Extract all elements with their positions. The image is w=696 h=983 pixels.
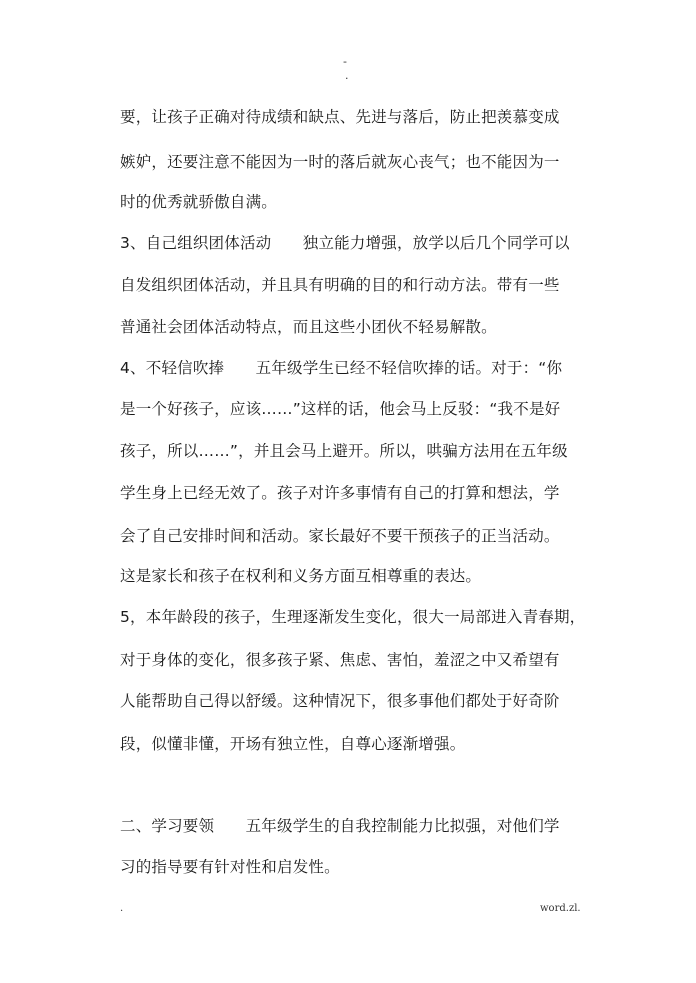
section-heading-line: 4、不轻信吹捧 五年级学生已经不轻信吹捧的话。对于：“你 (120, 359, 563, 377)
text-line: 人能帮助自己得以舒缓。这种情况下，很多事他们都处于好奇阶 (120, 692, 560, 710)
section-heading-line: 二、学习要领 五年级学生的自我控制能力比拟强，对他们学 (120, 817, 560, 835)
text-line: 会了自己安排时间和活动。家长最好不要干预孩子的正当活动。 (120, 527, 560, 545)
text-line: 时的优秀就骄傲自满。 (120, 193, 278, 211)
text-line: 这是家长和孩子在权利和义务方面互相尊重的表达。 (120, 567, 482, 585)
footer-source: word.zl. (540, 903, 581, 914)
text-line: 对于身体的变化，很多孩子紧、焦虑、害怕，羞涩之中又希望有 (120, 651, 560, 669)
text-line: 习的指导要有针对性和启发性。 (120, 858, 340, 876)
text-line: 段，似懂非懂，开场有独立性，自尊心逐渐增强。 (120, 735, 466, 753)
footer-dot: . (120, 903, 124, 914)
text-line: 普通社会团体活动特点，而且这些小团伙不轻易解散。 (120, 318, 497, 336)
section-heading-line: 5，本年龄段的孩子，生理逐渐发生变化，很大一局部进入青春期， (120, 608, 586, 626)
text-line: 是一个好孩子，应该……”这样的话，他会马上反驳：“我不是好 (120, 400, 561, 418)
text-line: 自发组织团体活动，并且具有明确的目的和行动方法。带有一些 (120, 276, 560, 294)
header-mark: - (343, 55, 347, 68)
text-line: 学生身上已经无效了。孩子对许多事情有自己的打算和想法，学 (120, 484, 560, 502)
text-line: 孩子，所以……”，并且会马上避开。所以，哄骗方法用在五年级 (120, 442, 568, 460)
section-heading-line: 3、自己组织团体活动 独立能力增强，放学以后几个同学可以 (120, 234, 570, 252)
text-line: 要，让孩子正确对待成绩和缺点、先进与落后，防止把羡慕变成 (120, 108, 560, 126)
header-dot: . (345, 69, 349, 82)
text-line: 嫉妒，还要注意不能因为一时的落后就灰心丧气；也不能因为一 (120, 153, 560, 171)
